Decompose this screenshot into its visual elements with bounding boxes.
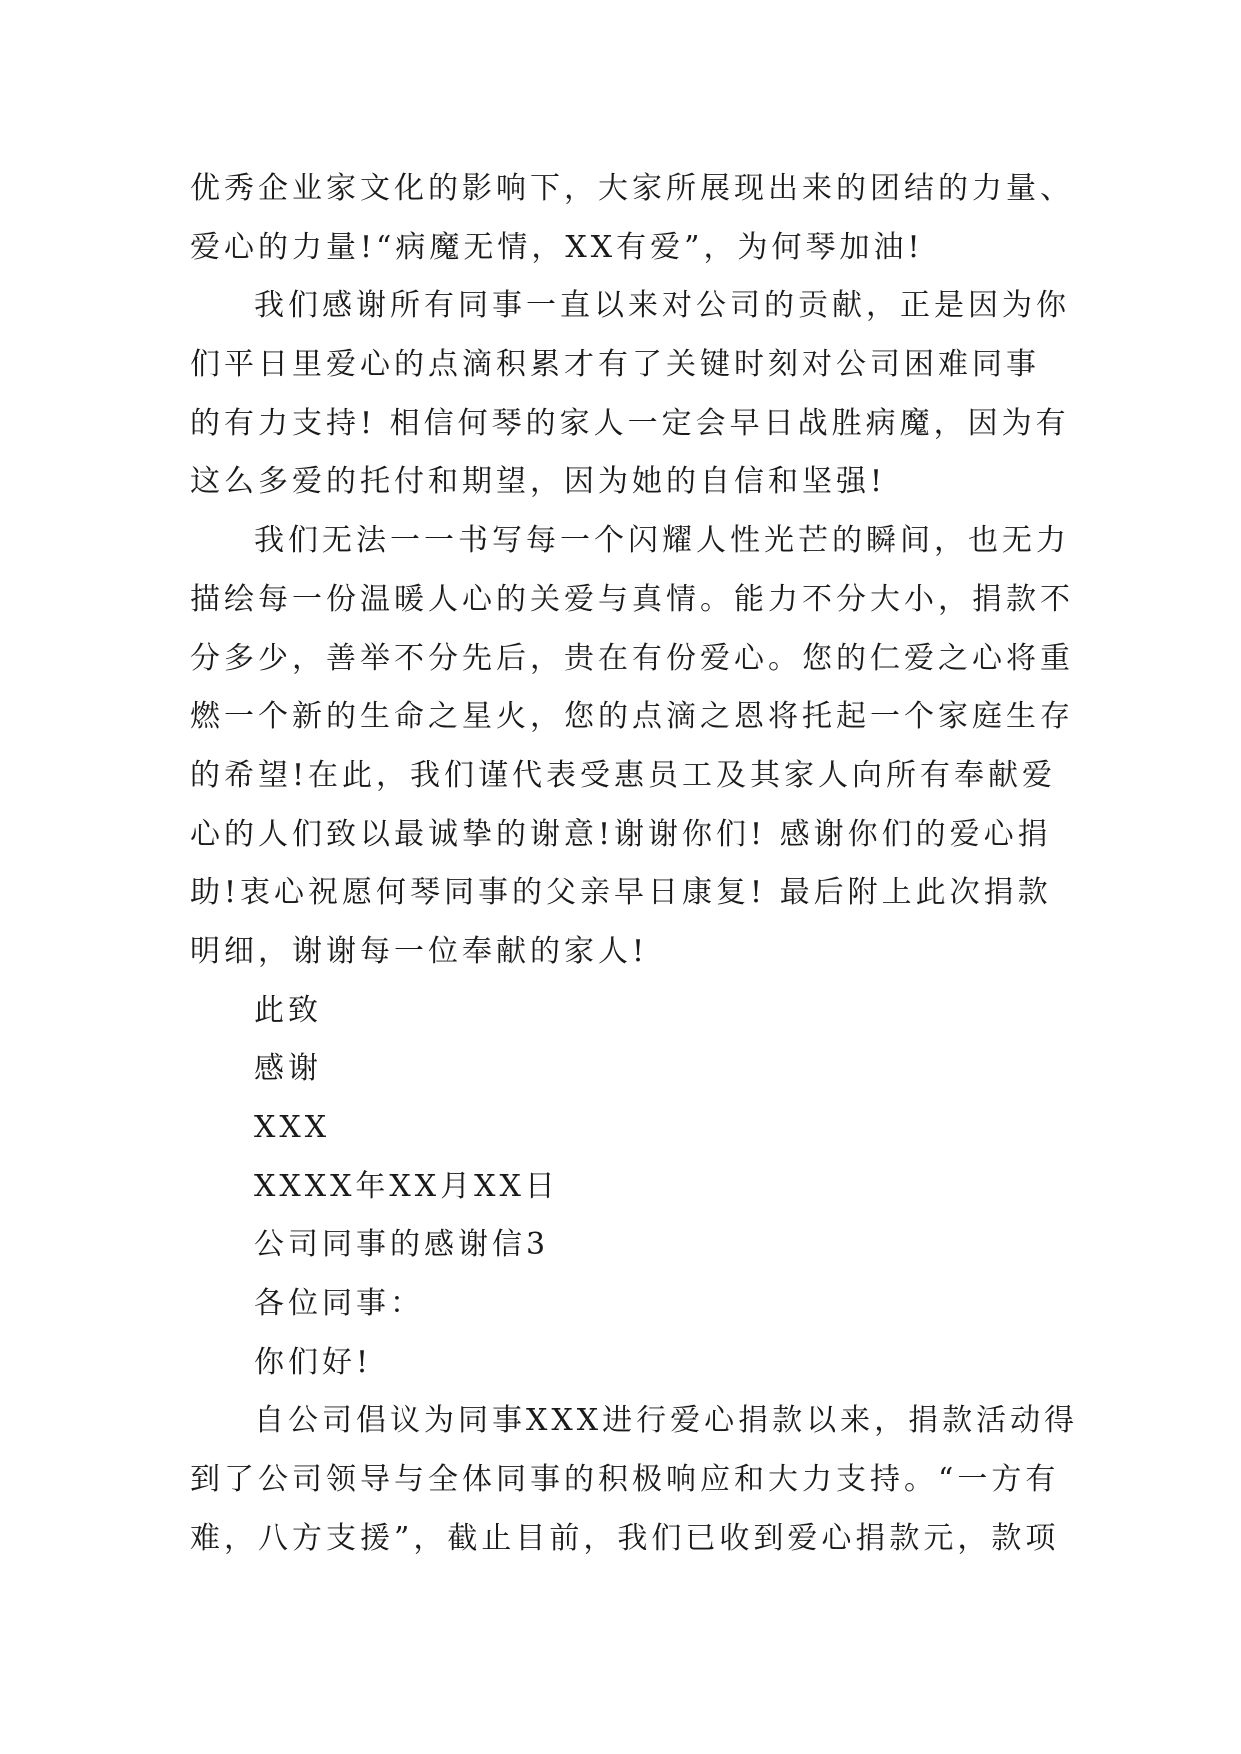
document-body <box>190 160 1079 1569</box>
paragraph-line: 我们感谢所有同事一直以来对公司的贡献，正是因为你 <box>254 288 1070 324</box>
paragraph-line: 明细，谢谢每一位奉献的家人! <box>190 933 649 969</box>
paragraph-line: 心的人们致以最诚挚的谢意!谢谢你们! 感谢你们的爱心捐 <box>190 816 1052 852</box>
signature-date: XXXX年XX月XX日 <box>254 1168 559 1204</box>
letter-greeting: 各位同事： <box>254 1286 424 1322</box>
paragraph-line: 难，八方支援”，截止目前，我们已收到爱心捐款元，款项 <box>190 1520 1060 1556</box>
letter-greeting-line: 你们好! <box>254 1344 373 1380</box>
letter-title: 公司同事的感谢信3 <box>254 1227 550 1263</box>
paragraph-line: 我们无法一一书写每一个闪耀人性光芒的瞬间，也无力 <box>254 523 1070 559</box>
paragraph-line: 这么多爱的托付和期望，因为她的自信和坚强! <box>190 464 887 500</box>
paragraph-line: 自公司倡议为同事XXX进行爱心捐款以来，捐款活动得 <box>254 1403 1079 1439</box>
signature-name: XXX <box>254 1110 331 1145</box>
closing-salutation: 此致 <box>254 992 322 1028</box>
paragraph-line: 优秀企业家文化的影响下，大家所展现出来的团结的力量、 <box>190 171 1074 206</box>
paragraph-line: 分多少，善举不分先后，贵在有份爱心。您的仁爱之心将重 <box>190 640 1074 676</box>
paragraph-line: 的有力支持! 相信何琴的家人一定会早日战胜病魔，因为有 <box>190 405 1070 441</box>
paragraph-line: 们平日里爱心的点滴积累才有了关键时刻对公司困难同事 <box>190 347 1040 383</box>
paragraph-line: 助!衷心祝愿何琴同事的父亲早日康复! 最后附上此次捐款 <box>190 875 1052 911</box>
paragraph-line: 到了公司领导与全体同事的积极响应和大力支持。“一方有 <box>190 1462 1060 1498</box>
paragraph-line: 描绘每一份温暖人心的关爱与真情。能力不分大小，捐款不 <box>190 581 1074 617</box>
paragraph-line: 的希望!在此，我们谨代表受惠员工及其家人向所有奉献爱 <box>190 757 1057 793</box>
paragraph-line: 燃一个新的生命之星火，您的点滴之恩将托起一个家庭生存 <box>190 699 1074 735</box>
paragraph-line: 爱心的力量!“病魔无情，XX有爱”，为何琴加油! <box>190 229 924 265</box>
closing-thanks: 感谢 <box>254 1051 322 1087</box>
